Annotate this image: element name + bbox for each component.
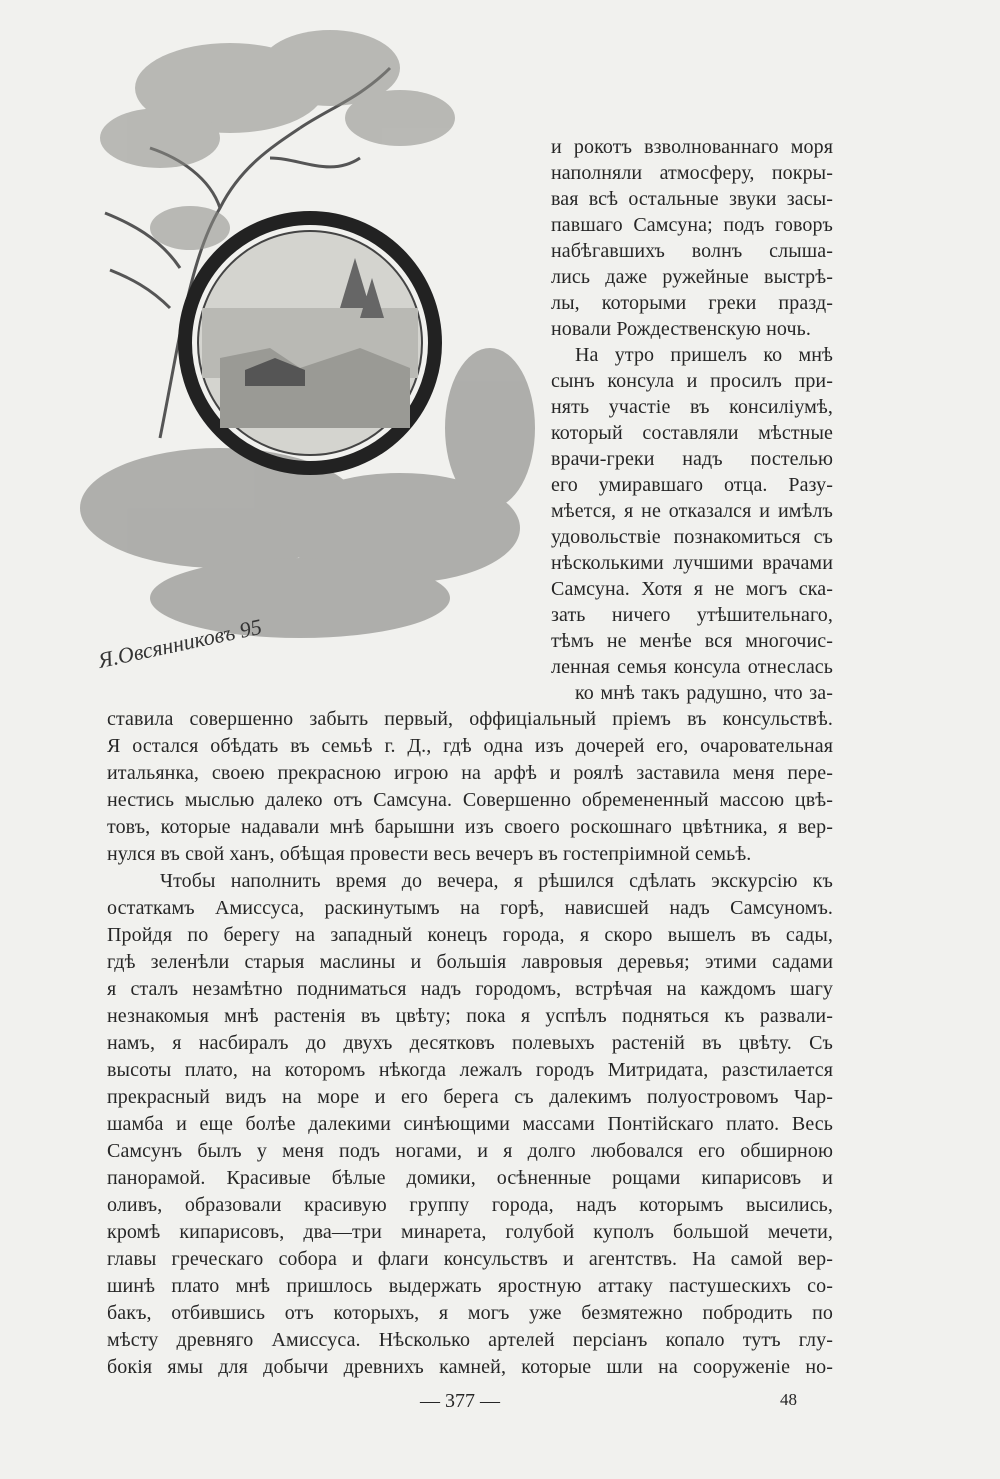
text-line: тѣмъ не менѣе вся многочис- [551, 630, 833, 652]
text-line: я сталъ незамѣтно подниматься надъ городомъ, встрѣчая на каждомъ шагу [107, 978, 833, 1000]
text-line: шамба и еще болѣе далекими синѣющими массами Понтійскаго плато. Весь [107, 1113, 833, 1135]
text-line: намъ, я насбиралъ до двухъ десятковъ полевыхъ растеній въ цвѣту. Съ [107, 1032, 833, 1054]
text-line: бакъ, отбившись отъ которыхъ, я могъ уже безмятежно побродить по [107, 1302, 833, 1324]
text-line: панорамой. Красивые бѣлые домики, осѣненные рощами кипарисовъ и [107, 1167, 833, 1189]
artist-signature: Я.Овсянниковъ 95 [95, 613, 264, 673]
text-line: Чтобы наполнить время до вечера, я рѣшился сдѣлать экскурсію къ [160, 870, 833, 892]
text-line: оливъ, образовали красивую группу города, надъ которымъ высились, [107, 1194, 833, 1216]
text-line: остаткамъ Амиссуса, раскинутымъ на горѣ, нависшей надъ Самсуномъ. [107, 897, 833, 919]
text-line: кромѣ кипарисовъ, два—три минарета, голубой куполъ большой мечети, [107, 1221, 833, 1243]
text-line: нулся въ свой ханъ, обѣщая провести весь вечеръ въ гостепріимной семьѣ. [107, 843, 752, 865]
text-line: нестись мыслью далеко отъ Самсуна. Совершенно обремененный массою цвѣ- [107, 789, 833, 811]
text-line: и рокотъ взволнованнаго моря [551, 136, 833, 158]
text-line: павшаго Самсуна; подъ говоръ [551, 214, 833, 236]
text-line: нять участіе въ консиліумѣ, [551, 396, 833, 418]
page-number: — 377 — [420, 1390, 500, 1412]
text-line: зать ничего утѣшительнаго, [551, 604, 833, 626]
text-line: Самсуна. Хотя я не могъ ска- [551, 578, 833, 600]
text-line: прекрасный видъ на море и его берега съ далекимъ полуостровомъ Чар- [107, 1086, 833, 1108]
signature-mark: 48 [780, 1390, 797, 1409]
text-line: незнакомыя мнѣ растенія въ цвѣту; пока я успѣлъ подняться къ развали- [107, 1005, 833, 1027]
text-line: который составляли мѣстные [551, 422, 833, 444]
text-line: Пройдя по берегу на западный конецъ города, я скоро вышелъ въ сады, [107, 924, 833, 946]
text-line: Я остался обѣдать въ семьѣ г. Д., гдѣ одна изъ дочерей его, очаровательная [107, 735, 833, 757]
text-line: шинѣ плато мнѣ пришлось выдержать яростную аттаку пастушескихъ со- [107, 1275, 833, 1297]
text-line: мѣсту древняго Амиссуса. Нѣсколько артелей персіанъ копало тутъ глу- [107, 1329, 833, 1351]
text-line: главы греческаго собора и флаги консульствъ и агентствъ. На самой вер- [107, 1248, 833, 1270]
text-line: нѣсколькими лучшими врачами [551, 552, 833, 574]
text-line: высоты плато, на которомъ нѣкогда лежалъ городъ Митридата, разстилается [107, 1059, 833, 1081]
text-line: мѣется, я не отказался и имѣлъ [551, 500, 833, 522]
text-line: лись даже ружейные выстрѣ- [551, 266, 833, 288]
text-line: набѣгавшихъ волнъ слыша- [551, 240, 833, 262]
text-line: лы, которыми греки празд- [551, 292, 833, 314]
text-line: итальянка, своею прекрасною игрою на арфѣ и роялѣ заставила меня пере- [107, 762, 833, 784]
text-line: новали Рождественскую ночь. [551, 318, 811, 340]
text-line: сынъ консула и просилъ при- [551, 370, 833, 392]
text-line: бокія ямы для добычи древнихъ камней, которые шли на сооруженіе но- [107, 1356, 833, 1378]
text-line: Самсунъ былъ у меня подъ ногами, и я долго любовался его обширною [107, 1140, 833, 1162]
text-line: врачи-греки надъ постелью [551, 448, 833, 470]
text-line: его умиравшаго отца. Разу- [551, 474, 833, 496]
engraving-illustration [70, 8, 550, 698]
text-line: ленная семья консула отнеслась [551, 656, 833, 678]
text-line: наполняли атмосферу, покры- [551, 162, 833, 184]
text-line: товъ, которые надавали мнѣ барышни изъ своего роскошнаго цвѣтника, я вер- [107, 816, 833, 838]
text-line: гдѣ зеленѣли старыя маслины и большія лавровыя деревья; этими садами [107, 951, 833, 973]
text-line: удовольствіе познакомиться съ [551, 526, 833, 548]
text-line: ко мнѣ такъ радушно, что за- [575, 682, 833, 704]
text-line: ставила совершенно забыть первый, оффиціальный пріемъ въ консульствѣ. [107, 708, 833, 730]
text-line: вая всѣ остальные звуки засы- [551, 188, 833, 210]
text-line: На утро пришелъ ко мнѣ [575, 344, 833, 366]
